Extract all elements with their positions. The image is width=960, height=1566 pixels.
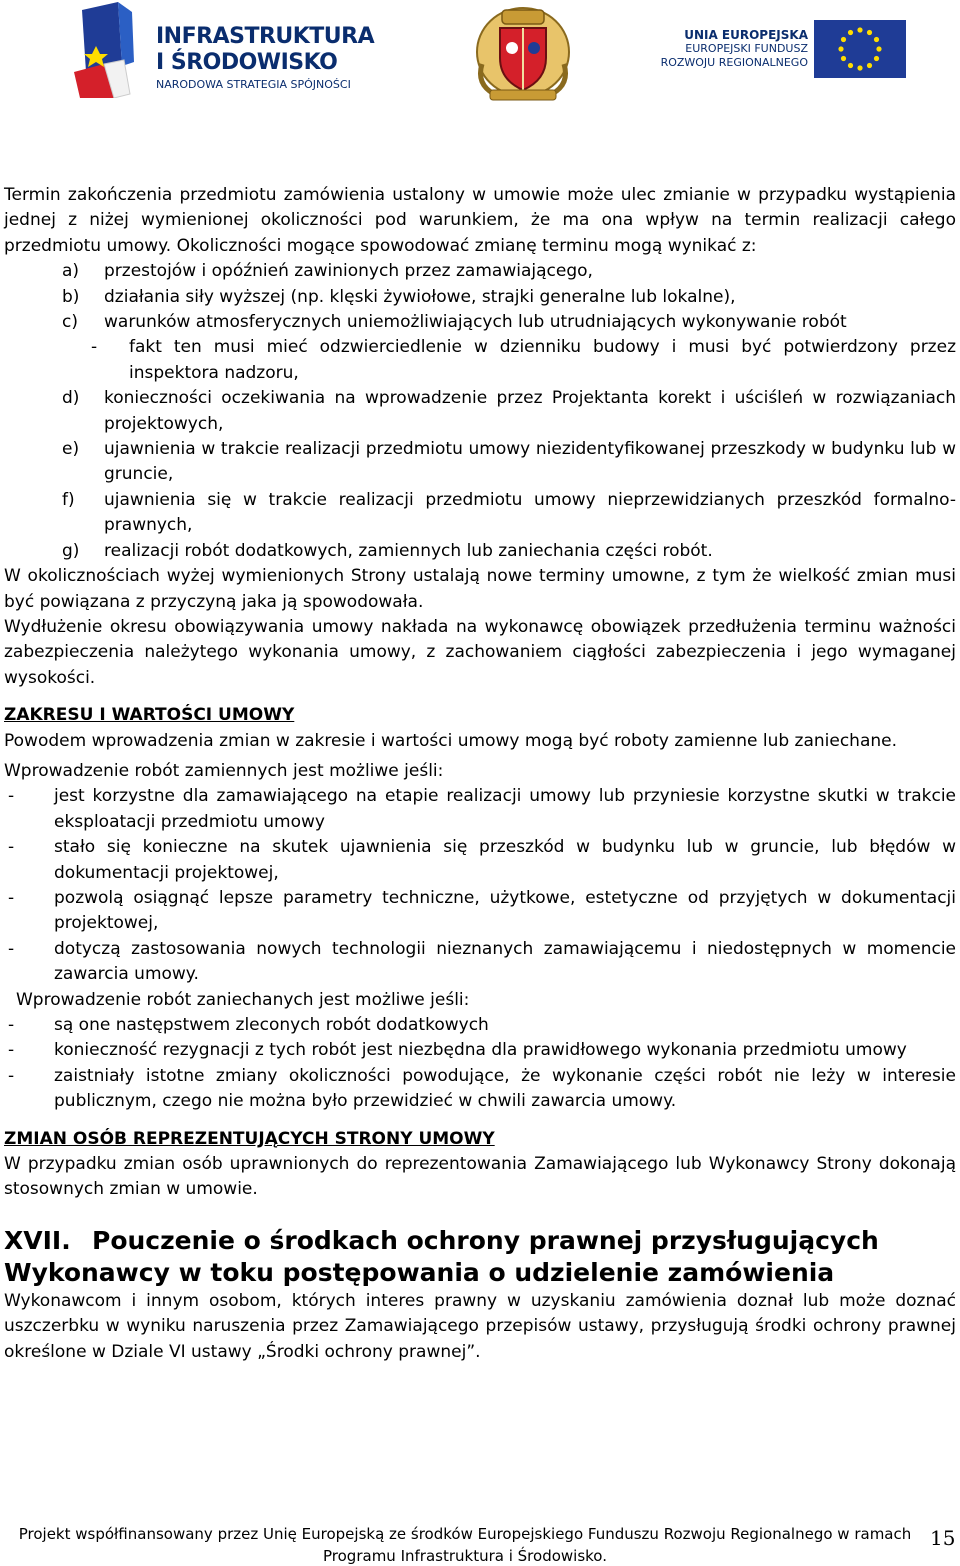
- page-header: [0, 0, 960, 110]
- list-item-text: stało się konieczne na skutek ujawnienia się przeszkód w budynku lub w gruncie, lub błędów w dokumentacji projektowej,: [54, 837, 956, 883]
- list-item: [4, 1064, 956, 1115]
- sub-list-item: [4, 335, 956, 386]
- list-item: [4, 437, 956, 488]
- eu-flag-icon: [814, 20, 906, 82]
- list-marker: -: [8, 887, 15, 908]
- list-item: [4, 886, 956, 937]
- list-marker: -: [8, 938, 15, 959]
- list-item: [4, 1013, 956, 1038]
- terms-paragraph: W okolicznościach wyżej wymienionych Strony ustalają nowe terminy umowne, z tym że wielkość zmian musi być powiązana z przyczyną jaka ją spowodowała.: [4, 566, 956, 612]
- page-number: 15: [930, 1526, 956, 1550]
- list-item: [4, 1038, 956, 1063]
- list-marker: d): [62, 388, 80, 409]
- document-body: [4, 183, 956, 1365]
- list-marker: -: [91, 337, 98, 358]
- eu-fund-text: [660, 28, 808, 70]
- footer-line1: Projekt współfinansowany przez Unię Europejską ze środków Europejskiego Funduszu Rozwoju Regionalnego w ramach: [18, 1525, 912, 1543]
- footer-line2: Programu Infrastruktura i Środowisko.: [323, 1547, 607, 1565]
- city-crest-icon: [472, 4, 574, 108]
- infrastruktura-logo: [74, 2, 374, 98]
- list-item-text: fakt ten musi mieć odzwierciedlenie w dzienniku budowy i musi być potwierdzony przez inspektora nadzoru,: [129, 337, 956, 383]
- section-xvii-title: [4, 1225, 956, 1257]
- list-marker: -: [8, 837, 15, 858]
- list-marker: e): [62, 439, 80, 460]
- list-marker: -: [8, 1015, 15, 1035]
- list-item-text: ujawnienia się w trakcie realizacji przedmiotu umowy nieprzewidzianych przeszkód formalno-prawnych,: [104, 489, 956, 536]
- list-item-text: ujawnienia w trakcie realizacji przedmiotu umowy niezidentyfikowanej przeszkody w budynku lub w gruncie,: [104, 439, 956, 485]
- eu-line1: UNIA EUROPEJSKA: [684, 28, 808, 42]
- eu-line2: EUROPEJSKI FUNDUSZ: [685, 42, 808, 55]
- section-number: XVII.: [4, 1225, 71, 1255]
- list-item: [4, 310, 956, 335]
- persons-paragraph: W przypadku zmian osób uprawnionych do reprezentowania Zamawiającego lub Wykonawcy Strony dokonają stosownych zmian w umowie.: [4, 1154, 956, 1200]
- list-marker: b): [62, 286, 80, 307]
- scope-heading: ZAKRESU I WARTOŚCI UMOWY: [4, 705, 295, 726]
- extension-paragraph: Wydłużenie okresu obowiązywania umowy nakłada na wykonawcę obowiązek przedłużenia terminu ważności zabezpieczenia należytego wykonania umowy, z zachowaniem ciągłości zabezpieczenia i jego wymaganej wysokości.: [4, 616, 956, 688]
- xvii-paragraph: Wykonawcom i innym osobom, których interes prawny w uzyskaniu zamówienia doznał lub może doznać uszczerbku w wyniku naruszenia przez Zamawiającego przepisów ustawy, przysługują środki ochrony prawnej określone w Dziale VI ustawy „Środki ochrony prawnej”.: [4, 1290, 956, 1362]
- list-item-text: realizacji robót dodatkowych, zamiennych lub zaniechania części robót.: [104, 540, 713, 561]
- infrastruktura-emblem-icon: [74, 2, 148, 98]
- list-item-text: dotyczą zastosowania nowych technologii nieznanych zamawiającemu i niedostępnych w momencie zawarcia umowy.: [54, 938, 956, 985]
- list-item: [4, 285, 956, 310]
- omission-list: [4, 1013, 956, 1115]
- list-marker: -: [8, 786, 15, 807]
- eu-line3: ROZWOJU REGIONALNEGO: [660, 56, 808, 69]
- replacement-list: [4, 784, 956, 987]
- list-item-text: działania siły wyższej (np. klęski żywiołowe, strajki generalne lub lokalne),: [104, 286, 736, 307]
- list-marker: a): [62, 261, 80, 282]
- list-item: [4, 488, 956, 539]
- list-item: [4, 937, 956, 988]
- list-item-text: konieczności oczekiwania na wprowadzenie przez Projektanta korekt i uściśleń w rozwiązaniach projektowych,: [104, 388, 956, 434]
- omission-intro: Wprowadzenie robót zaniechanych jest możliwe jeśli:: [16, 989, 470, 1010]
- list-item-text: pozwolą osiągnąć lepsze parametry techniczne, użytkowe, estetyczne od przyjętych w dokumentacji projektowej,: [54, 887, 956, 934]
- circumstances-list: [4, 259, 956, 564]
- list-marker: -: [8, 1040, 15, 1061]
- list-item-text: warunków atmosferycznych uniemożliwiających lub utrudniających wykonywanie robót: [104, 312, 847, 333]
- list-item-text: jest korzystne dla zamawiającego na etapie realizacji umowy lub przyniesie korzystne skutki w trakcie eksploatacji przedmiotu umowy: [54, 786, 956, 832]
- section-title-line2: Wykonawcy w toku postępowania o udzielenie zamówienia: [4, 1257, 835, 1287]
- list-item: [4, 386, 956, 437]
- scope-paragraph: Powodem wprowadzenia zmian w zakresie i wartości umowy mogą być roboty zamienne lub zaniechane.: [4, 730, 898, 751]
- list-item: [4, 835, 956, 886]
- list-item-text: zaistniały istotne zmiany okoliczności powodujące, że wykonanie części robót nie leży w interesie publicznym, czego nie można było przewidzieć w chwili zawarcia umowy.: [54, 1065, 956, 1112]
- logo-line1: INFRASTRUKTURA: [156, 24, 375, 49]
- list-item: [4, 259, 956, 284]
- persons-heading: ZMIAN OSÓB REPREZENTUJĄCYCH STRONY UMOWY: [4, 1128, 495, 1149]
- list-marker: -: [8, 1065, 15, 1086]
- list-item: [4, 784, 956, 835]
- logo-line3: NARODOWA STRATEGIA SPÓJNOŚCI: [156, 78, 351, 91]
- section-title-line1: Pouczenie o środkach ochrony prawnej przysługujących: [92, 1225, 879, 1255]
- replacement-intro: Wprowadzenie robót zamiennych jest możliwe jeśli:: [4, 760, 444, 781]
- list-marker: g): [62, 540, 80, 561]
- list-item: [4, 539, 956, 564]
- list-marker: c): [62, 312, 78, 333]
- list-marker: f): [62, 489, 75, 510]
- list-item-text: konieczność rezygnacji z tych robót jest niezbędna dla prawidłowego wykonania przedmiotu umowy: [54, 1040, 907, 1061]
- list-item-text: przestojów i opóźnień zawinionych przez zamawiającego,: [104, 261, 593, 282]
- list-item-text: są one następstwem zleconych robót dodatkowych: [54, 1015, 489, 1035]
- logo-line2: I ŚRODOWISKO: [156, 50, 338, 75]
- intro-paragraph: Termin zakończenia przedmiotu zamówienia ustalony w umowie może ulec zmianie w przypadku wystąpienia jednej z niżej wymienionej okoliczności pod warunkiem, że ma ona wpływ na termin realizacji całego przedmiotu umowy. Okoliczności mogące spowodować zmianę terminu mogą wynikać z:: [4, 185, 956, 256]
